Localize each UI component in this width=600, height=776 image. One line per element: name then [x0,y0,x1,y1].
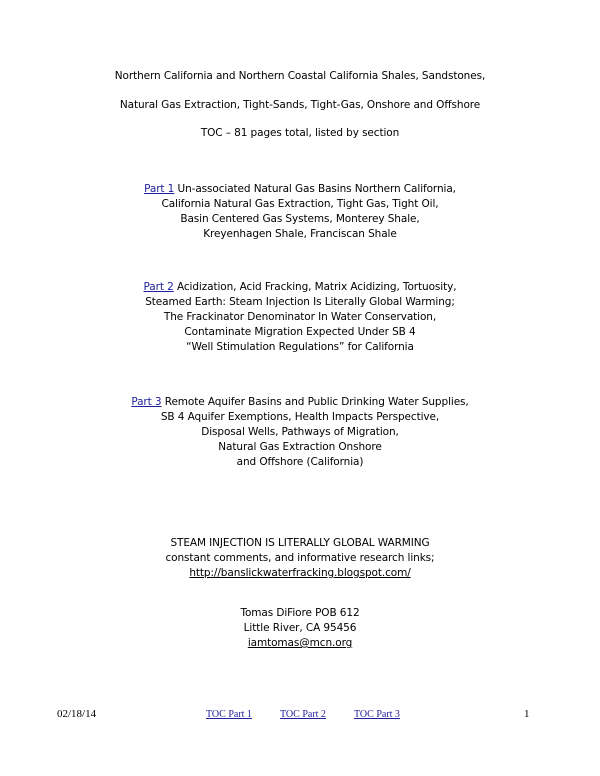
toc-part-2-link[interactable]: TOC Part 2 [280,709,326,720]
section-1-line-2: California Natural Gas Extraction, Tight Gas, Tight Oil, [161,198,439,210]
section-2-line-5: “Well Stimulation Regulations” for California [186,341,414,353]
toc-part-1-link[interactable]: TOC Part 1 [206,709,252,720]
page-number: 1 [524,708,530,720]
header-line-1: Northern California and Northern Coastal California Shales, Sandstones, [114,70,486,82]
section-1-line-4: Kreyenhagen Shale, Franciscan Shale [203,228,397,240]
footer-date: 02/18/14 [57,708,97,720]
contact-city: Little River, CA 95456 [243,622,357,634]
section-3-line-2: SB 4 Aquifer Exemptions, Health Impacts Perspective, [160,411,440,423]
part-1-link[interactable]: Part 1 [144,183,175,195]
section-3-line-3: Disposal Wells, Pathways of Migration, [201,426,399,438]
steam-title: STEAM INJECTION IS LITERALLY GLOBAL WARMING [170,537,430,549]
section-3-line-5: and Offshore (California) [236,456,364,468]
steam-subtitle: constant comments, and informative research links; [165,552,435,564]
section-3-line-1 [0,394,600,410]
header-line-2: Natural Gas Extraction, Tight-Sands, Tight-Gas, Onshore and Offshore [119,99,481,111]
section-2-first-text: Acidization, Acid Fracking, Matrix Acidizing, Tortuosity, [173,281,457,293]
section-2-line-3: The Frackinator Denominator In Water Conservation, [163,311,437,323]
section-1-line-1 [0,181,600,197]
toc-part-3-link[interactable]: TOC Part 3 [354,709,400,720]
section-1-line-3: Basin Centered Gas Systems, Monterey Shale, [180,213,420,225]
section-1-first-text: Un-associated Natural Gas Basins Northern California, [174,183,456,195]
section-2-line-4: Contaminate Migration Expected Under SB 4 [184,326,416,338]
email-link[interactable]: iamtomas@mcn.org [247,637,353,649]
section-3-first-text: Remote Aquifer Basins and Public Drinking Water Supplies, [161,396,469,408]
contact-name: Tomas DiFiore POB 612 [240,607,360,619]
header-line-3: TOC – 81 pages total, listed by section [200,127,400,139]
blog-url-line [0,565,600,581]
section-2-line-2: Steamed Earth: Steam Injection Is Literally Global Warming; [145,296,455,308]
part-3-link[interactable]: Part 3 [131,396,162,408]
part-2-link[interactable]: Part 2 [143,281,174,293]
blog-url-link[interactable]: http://banslickwaterfracking.blogspot.com/ [189,567,411,579]
section-3-line-4: Natural Gas Extraction Onshore [218,441,382,453]
email-line [0,635,600,651]
section-2-line-1 [0,279,600,295]
